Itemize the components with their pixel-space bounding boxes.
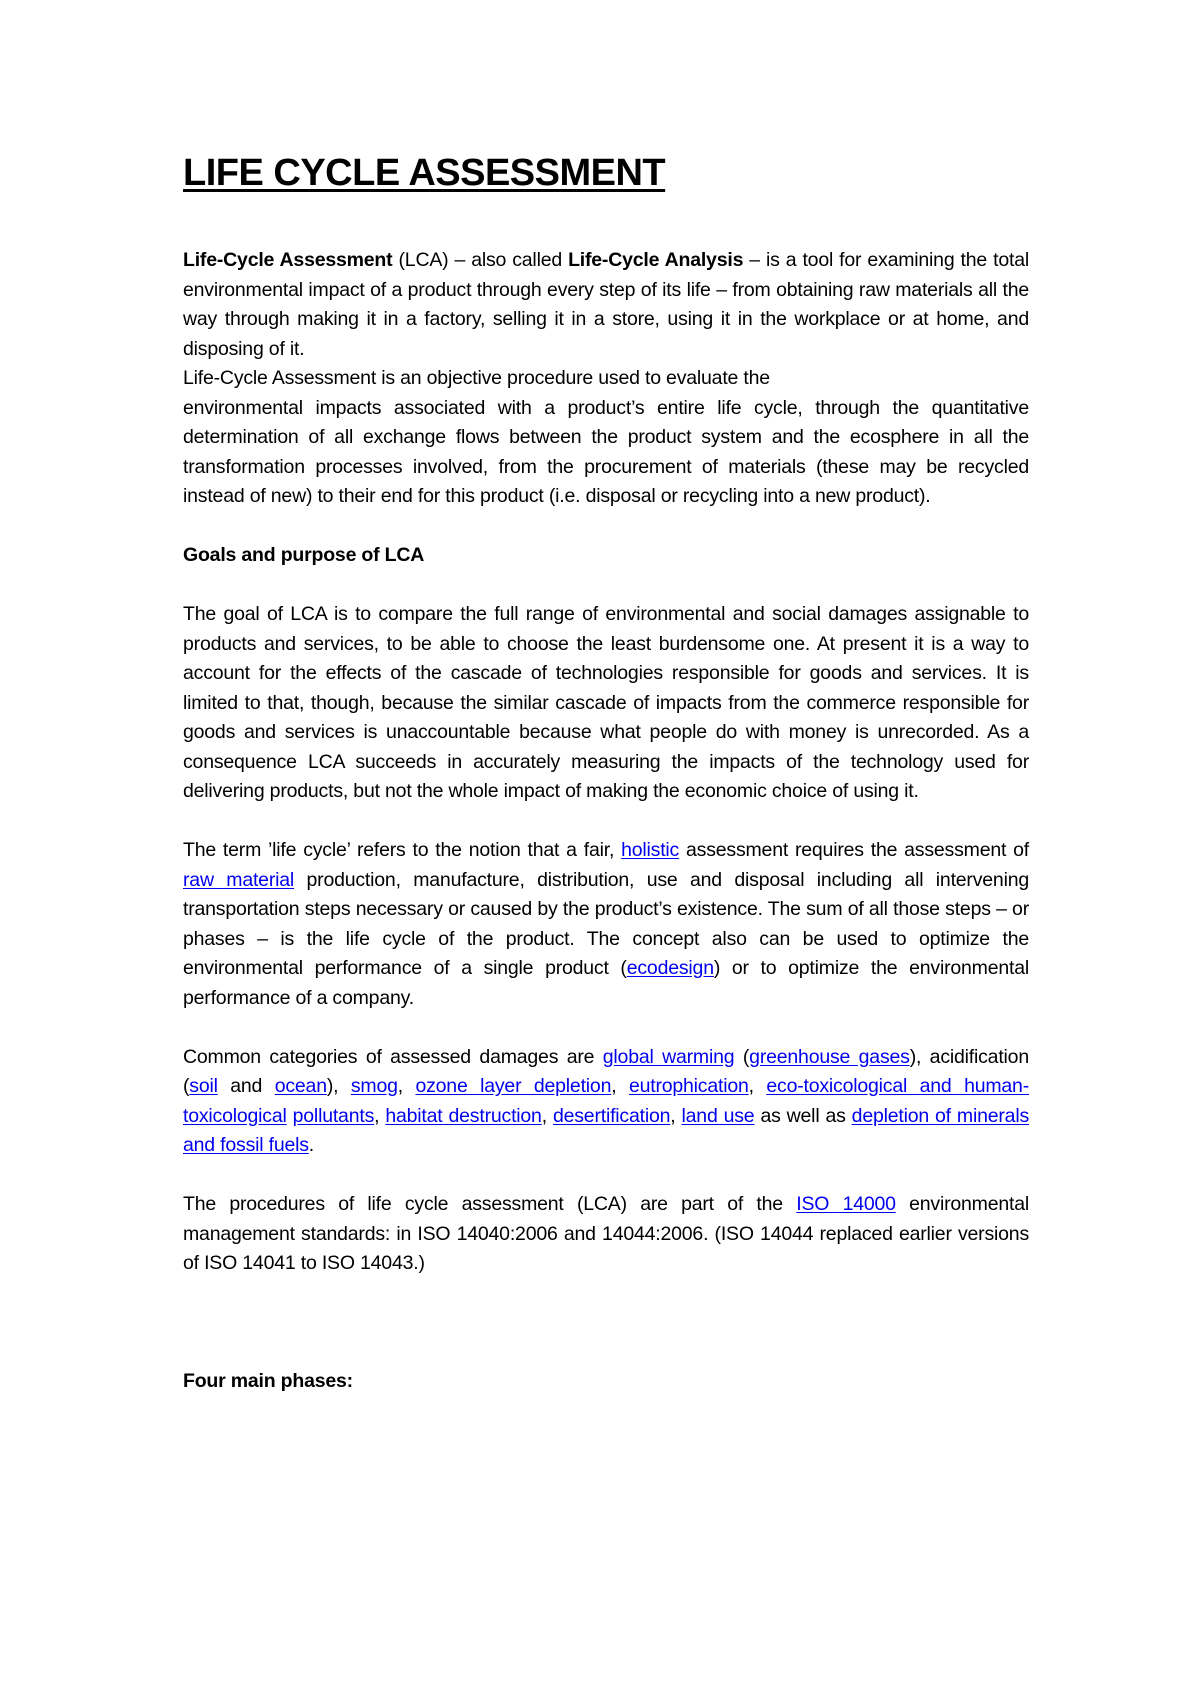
spacer xyxy=(183,571,1029,601)
link-eco-toxicological[interactable]: eco-toxicological and human-toxicological xyxy=(183,1075,1029,1127)
link-habitat-destruction[interactable]: habitat destruction xyxy=(385,1104,542,1127)
link-ozone-layer-depletion[interactable]: ozone layer depletion xyxy=(415,1075,612,1097)
spacer xyxy=(183,1279,1029,1367)
link-soil[interactable]: soil xyxy=(189,1075,218,1097)
lifecycle-paragraph: The term ’life cycle’ refers to the notion that a fair, holistic assessment requires the assessment of raw material production, manufacture, distribution, use and disposal including all intervening transportation steps necessary or caused by the product’s existence. The sum of all those steps – or phases – is the life cycle of the product. The concept also can be used to optimize the environmental performance of a single product (ecodesign) or to optimize the environmental performance of a company. xyxy=(183,839,1029,1009)
definition-paragraph: environmental impacts associated with a product’s entire life cycle, through the quantitative determination of all exchange flows between the product system and the ecosphere in all the transformation processes involved, from the procurement of materials (these may be recycled instead of new) to their end for this product (i.e. disposal or recycling into a new product). xyxy=(183,396,1029,507)
goals-paragraph: The goal of LCA is to compare the full range of environmental and social damages assignable to products and services, to be able to choose the least burdensome one. At present it is a way to account for the effects of the cascade of technologies responsible for goods and services. It is limited to that, though, because the similar cascade of impacts from the commerce responsible for goods and services is unaccountable because what people do with money is unrecorded. As a consequence LCA succeeds in accurately measuring the impacts of the technology used for delivering products, but not the whole impact of making the economic choice of using it. xyxy=(183,603,1029,802)
link-eutrophication[interactable]: eutrophication xyxy=(628,1075,749,1097)
spacer xyxy=(183,807,1029,837)
spacer xyxy=(183,1013,1029,1043)
goals-heading: Goals and purpose of LCA xyxy=(183,544,425,566)
term-lca-analysis: Life-Cycle Analysis xyxy=(568,249,744,271)
link-global-warming[interactable]: global warming xyxy=(602,1045,735,1068)
link-ocean[interactable]: ocean xyxy=(274,1075,327,1097)
link-pollutants[interactable]: pollutants xyxy=(292,1104,375,1127)
link-desertification[interactable]: desertification xyxy=(552,1104,671,1127)
link-smog[interactable]: smog xyxy=(350,1075,398,1097)
spacer xyxy=(183,512,1029,542)
link-ecodesign[interactable]: ecodesign xyxy=(626,957,714,979)
link-land-use[interactable]: land use xyxy=(681,1104,755,1127)
link-depletion-minerals[interactable]: depletion of minerals and fossil fuels xyxy=(183,1104,1029,1156)
link-holistic[interactable]: holistic xyxy=(621,839,680,861)
categories-paragraph: Common categories of assessed damages are global warming (greenhouse gases), acidification (soil and ocean), smog, ozone layer depletion, eutrophication, eco-toxicological and human-toxicological pollutants, habitat destruction, desertification, land use as well as depletion of minerals and fossil fuels. xyxy=(183,1045,1029,1156)
phases-heading: Four main phases: xyxy=(183,1369,353,1392)
link-greenhouse-gases[interactable]: greenhouse gases xyxy=(749,1045,910,1068)
page-title: LIFE CYCLE ASSESSMENT xyxy=(183,152,666,194)
definition-first-line: Life-Cycle Assessment is an objective procedure used to evaluate the xyxy=(183,367,770,389)
term-lca: Life-Cycle Assessment xyxy=(183,249,393,271)
spacer xyxy=(183,1161,1029,1191)
document-body xyxy=(183,150,1029,1396)
intro-paragraph: Life-Cycle Assessment (LCA) – also called Life-Cycle Analysis – is a tool for examining the total environmental impact of a product through every step of its life – from obtaining raw materials all the way through making it in a factory, selling it in a store, using it in the workplace or at home, and disposing of it. xyxy=(183,249,1029,360)
link-iso-14000[interactable]: ISO 14000 xyxy=(796,1193,896,1215)
link-raw-material[interactable]: raw material xyxy=(183,868,295,891)
iso-paragraph: The procedures of life cycle assessment (LCA) are part of the ISO 14000 environmental management standards: in ISO 14040:2006 and 14044:2006. (ISO 14044 replaced earlier versions of ISO 14041 to ISO 14043.) xyxy=(183,1193,1030,1274)
